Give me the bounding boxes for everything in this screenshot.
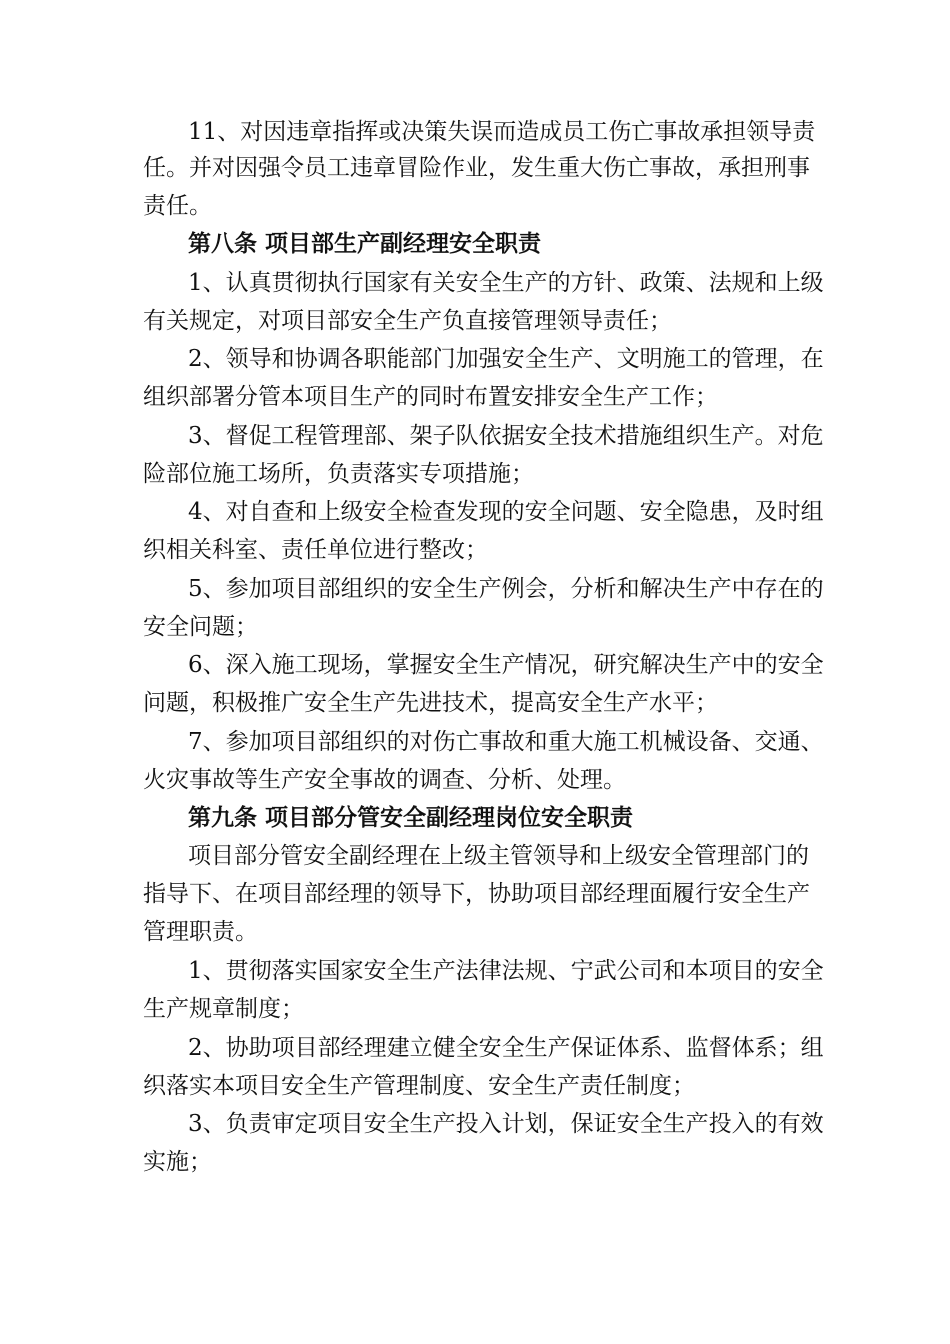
paragraph-line: 织相关科室、责任单位进行整改； — [143, 537, 488, 563]
paragraph-line: 有关规定，对项目部安全生产负直接管理领导责任； — [143, 308, 672, 334]
paragraph-line: 11、对因违章指挥或决策失误而造成员工伤亡事故承担领导责 — [188, 119, 816, 145]
paragraph-line: 3、负责审定项目安全生产投入计划，保证安全生产投入的有效 — [188, 1111, 824, 1137]
section-heading: 第九条 项目部分管安全副经理岗位安全职责 — [188, 805, 634, 831]
section-heading: 第八条 项目部生产副经理安全职责 — [188, 231, 542, 257]
paragraph-line: 任。并对因强令员工违章冒险作业，发生重大伤亡事故，承担刑事 — [143, 155, 810, 181]
paragraph-line: 1、认真贯彻执行国家有关安全生产的方针、政策、法规和上级 — [188, 270, 824, 296]
paragraph-line: 7、参加项目部组织的对伤亡事故和重大施工机械设备、交通、 — [188, 729, 824, 755]
paragraph-line: 实施； — [143, 1149, 212, 1175]
paragraph-line: 生产规章制度； — [143, 996, 304, 1022]
paragraph-line: 2、协助项目部经理建立健全安全生产保证体系、监督体系；组 — [188, 1035, 824, 1061]
paragraph-line: 指导下、在项目部经理的领导下，协助项目部经理面履行安全生产 — [143, 881, 810, 907]
paragraph-line: 火灾事故等生产安全事故的调查、分析、处理。 — [143, 767, 626, 793]
paragraph-line: 4、对自查和上级安全检查发现的安全问题、安全隐患，及时组 — [188, 499, 824, 525]
paragraph-line: 织落实本项目安全生产管理制度、安全生产责任制度； — [143, 1073, 695, 1099]
paragraph-line: 3、督促工程管理部、架子队依据安全技术措施组织生产。对危 — [188, 423, 824, 449]
paragraph-line: 问题，积极推广安全生产先进技术，提高安全生产水平； — [143, 690, 718, 716]
paragraph-line: 5、参加项目部组织的安全生产例会，分析和解决生产中存在的 — [188, 576, 824, 602]
paragraph-line: 6、深入施工现场，掌握安全生产情况，研究解决生产中的安全 — [188, 652, 824, 678]
paragraph-line: 2、领导和协调各职能部门加强安全生产、文明施工的管理，在 — [188, 346, 824, 372]
paragraph-line: 责任。 — [143, 193, 212, 219]
paragraph-line: 安全问题； — [143, 614, 258, 640]
paragraph-line: 组织部署分管本项目生产的同时布置安排安全生产工作； — [143, 384, 718, 410]
paragraph-line: 项目部分管安全副经理在上级主管领导和上级安全管理部门的 — [188, 843, 809, 869]
paragraph-line: 1、贯彻落实国家安全生产法律法规、宁武公司和本项目的安全 — [188, 958, 824, 984]
paragraph-line: 险部位施工场所，负责落实专项措施； — [143, 461, 534, 487]
paragraph-line: 管理职责。 — [143, 919, 258, 945]
